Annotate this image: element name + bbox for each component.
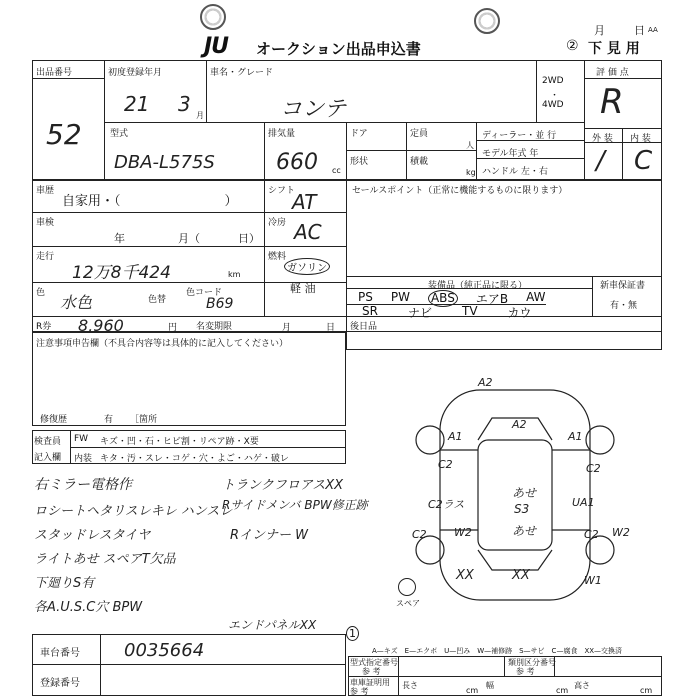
notes-label: 注意事項申告欄（不具合内容等は具体的に記入してください） [36,339,289,349]
displacement-value: 660 [276,150,318,175]
warranty-label: 新車保証書 [600,281,646,291]
equipment-abs: ABS [428,290,458,307]
checker-label-2: 記入欄 [34,453,62,463]
kg-unit: kg [466,168,476,177]
equipment-airbag: エアB [475,292,509,306]
comment-2: トランクフロアスXX [222,478,344,493]
diesel-option: 軽 油 [290,282,316,295]
comment-5: スタッドレスタイヤ [34,528,151,543]
chassis-number-value: 0035664 [124,640,205,661]
registration-number-label: 登録番号 [40,678,80,689]
brand-logo: JU [204,34,229,59]
equipment-pw: PW [390,290,410,304]
dealer-parallel-option: ディーラー・並 行 [482,131,557,141]
deadline-day: 日 [326,323,336,333]
damage-mark-14: C2 [412,528,427,541]
car-rear-window [478,550,552,570]
aircon-label: 冷房 [268,218,287,228]
damage-mark-8: あせ [512,486,537,500]
load-label: 積載 [410,157,429,167]
lot-number-label: 出品番号 [36,68,73,78]
damage-mark-2: A2 [512,418,527,431]
after-items-label: 後日品 [350,322,378,332]
damage-mark-5: C2 [438,458,453,471]
color-code-label: 色コード [186,288,223,298]
model-code-label: 型式 [110,129,129,139]
deadline-month: 月 [282,323,292,333]
inspection-label: 車検 [36,218,55,228]
damage-mark-17: XX [512,568,530,583]
wd-separator: ・ [550,91,560,101]
spare-label: スペア [396,599,420,608]
first-registration-label: 初度登録年月 [108,68,163,78]
equipment-aw: AW [526,290,546,304]
warranty-value: 有・無 [610,301,638,311]
color-value: 水色 [60,293,93,312]
fw-items: キズ・凹・石・ヒビ割・リペア跡・X要 [100,437,259,447]
score-label: 評 価 点 [596,68,629,78]
aircon-value: AC [294,220,322,244]
punch-hole-right [474,8,500,34]
usage-history-label: 車歴 [36,186,55,196]
inspection-year: 年 [114,232,125,245]
color-change-label: 色替 [148,295,167,305]
form-title: オークション出品申込書 [256,40,421,58]
comment-3: ロシートヘタリスレキレ ハンスレ [34,504,233,519]
length-label: 長さ [402,681,418,690]
damage-mark-4: A1 [568,430,583,443]
category-label: 類別区分番号 [508,658,556,667]
repair-history-label: 修復歴 [40,415,68,425]
car-name-label: 車名・グレード [210,68,274,78]
garage-cert-label: 車庫証明用 参 考 [350,678,390,696]
exterior-grade: / [596,146,605,176]
model-code-value: DBA-L575S [114,152,215,173]
damage-mark-9: S3 [514,502,530,516]
aa-label: AA [648,26,658,34]
repair-history-have: 有 [104,415,114,425]
exterior-label: 外 装 [592,134,613,144]
height-label: 高さ [574,681,590,690]
damage-mark-12: W2 [454,526,472,539]
handle-option: ハンドル 左・右 [482,167,548,177]
equipment-title: 装備品（純正品に限る） [428,281,528,291]
lot-number-value: 52 [46,118,82,151]
km-unit: km [228,270,241,279]
repair-location-label: ［箇所 [130,415,158,425]
comment-8: 下廻りS有 [34,576,95,591]
type-cert-label: 型式指定番号 [350,658,398,667]
fuel-value: ガソリン [284,258,330,275]
damage-mark-7: C2ラス [428,498,465,511]
inspection-day: 日） [238,232,260,245]
width-label: 幅 [486,681,494,690]
yen-unit: 円 [168,323,178,333]
equipment-ps: PS [358,290,373,304]
door-label: ドア [350,129,368,139]
damage-mark-18: W1 [584,574,602,587]
month-unit: 月 [196,111,204,120]
inspection-month: 月（ [178,232,200,245]
width-unit: cm [556,686,569,695]
interior-grade: C [634,146,653,176]
checker-label-1: 検査員 [34,437,62,447]
height-unit: cm [640,686,653,695]
spare-tire-icon [398,578,416,596]
comment-10: エンドパネルXX [228,618,317,632]
color-code-value: B69 [206,296,234,312]
body-shape-label: 形状 [350,157,369,167]
chassis-number-label: 車台番号 [40,648,80,659]
damage-mark-6: C2 [586,462,601,475]
type-cert-ref: 参 考 [362,667,381,676]
damage-mark-16: XX [456,568,474,583]
interior-label: 内 装 [630,134,651,144]
comment-4: Rサイドメンバ BPW修正跡 [222,498,368,512]
2wd-option: 2WD [542,76,564,86]
punch-hole-left [200,4,226,30]
sales-point-label: セールスポイント（正常に機能するものに限ります） [352,186,568,196]
damage-mark-13: あせ [512,524,537,538]
copy-number: ② [566,38,579,54]
damage-legend: A—キズ E—エクボ U—凹み W—補修跡 S—サビ C—腐食 XX—交換済 [372,647,623,655]
damage-mark-1: A2 [478,376,493,389]
equipment-tv: TV [461,304,478,318]
comment-6: Rインナー W [230,528,309,543]
damage-mark-3: A1 [448,430,463,443]
day-label: 日 [634,24,645,37]
capacity-label: 定員 [410,129,429,139]
displacement-label: 排気量 [268,129,296,139]
score-value: R [600,82,624,122]
recycle-label: R券 [36,322,52,332]
shift-value: AT [292,190,317,214]
damage-mark-11: C2 [584,528,599,541]
model-year-label: モデル年式 年 [482,149,539,159]
first-registration-month: 3 [178,92,191,116]
damage-mark-15: W2 [612,526,630,539]
comment-1: 右ミラー電格作 [34,477,132,493]
car-name-value: コンテ [280,97,347,122]
damage-mark-10: UA1 [572,496,595,509]
copy-label: 下 見 用 [588,41,640,57]
cc-unit: cc [332,166,341,175]
comment-7: ライトあせ スペアT欠品 [34,552,176,567]
first-registration-year: 21 [124,92,150,116]
fw-label: FW [74,434,89,444]
color-label: 色 [36,288,46,298]
car-side-right [552,450,590,530]
mileage-value: 12万8千424 [72,263,171,283]
mileage-label: 走行 [36,252,55,262]
comment-9: 各A.U.S.C穴 BPW [34,600,143,615]
equipment-sr: SR [362,304,378,318]
month-label: 月 [594,24,605,37]
usage-history-value: 自家用・（ ） [62,194,238,209]
category-ref: 参 考 [516,667,535,676]
interior-check-label: 内装 [74,454,93,464]
shift-label: シフト [268,186,296,196]
equipment-navi: ナビ [407,306,432,320]
fuel-label: 燃料 [268,252,287,262]
name-change-deadline-label: 名変期限 [196,322,233,332]
length-unit: cm [466,686,479,695]
comment-circle-mark: 1 [346,626,359,641]
capacity-unit: 人 [466,141,474,150]
interior-check-items: キタ・汚・スレ・コゲ・穴・よご・ハゲ・破レ [100,454,289,464]
4wd-option: 4WD [542,100,564,110]
equipment-cow: カウ [507,306,532,320]
recycle-value: 8,960 [78,316,124,335]
